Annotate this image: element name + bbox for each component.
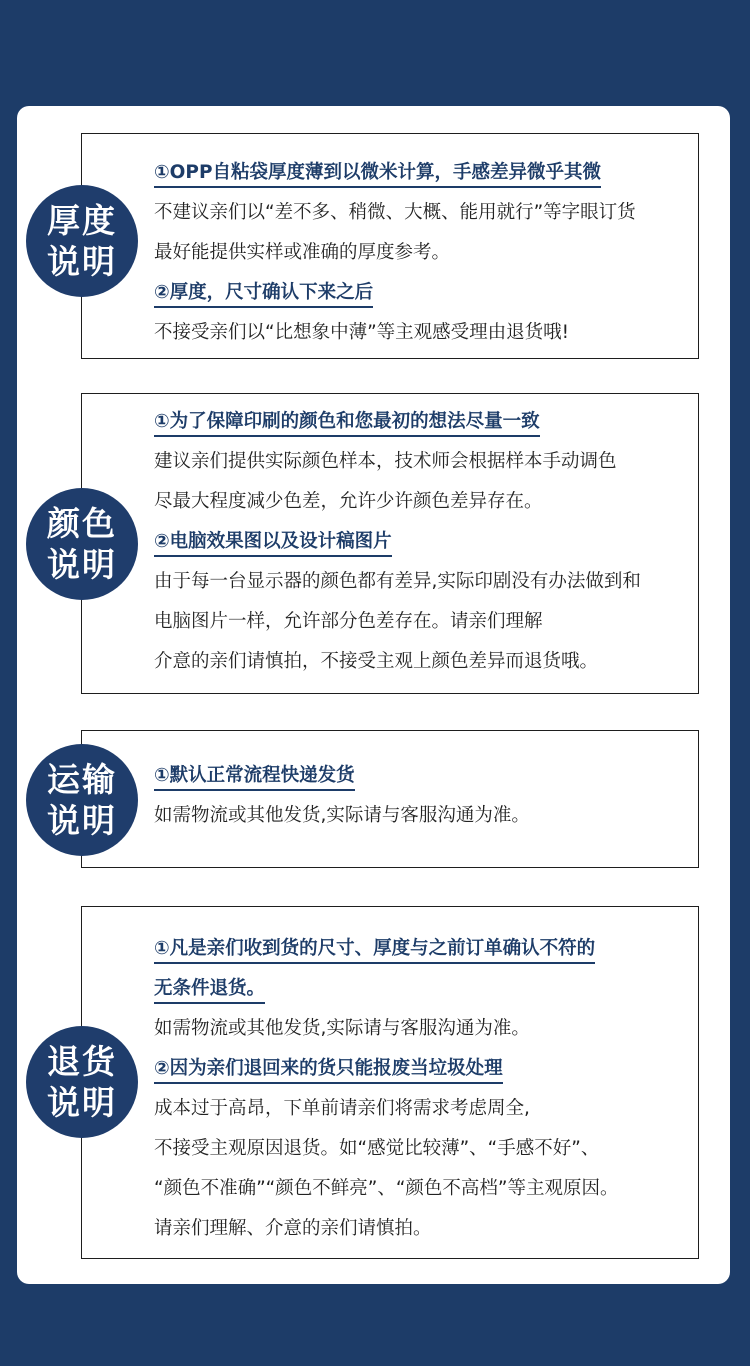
section-line: 尽最大程度减少色差，允许少许颜色差异存在。 (154, 491, 543, 512)
section-shipping-lines (154, 756, 698, 836)
section-line: ②电脑效果图以及设计稿图片 (154, 522, 698, 562)
badge-line: 说明 (47, 242, 117, 281)
section-thickness (81, 133, 699, 359)
section-line: “颜色不准确”“颜色不鲜亮”、“颜色不高档”等主观原因。 (154, 1178, 619, 1199)
section-returns (81, 906, 699, 1259)
section-color (81, 393, 699, 694)
badge-line: 说明 (47, 801, 117, 840)
section-line: 不建议亲们以“差不多、稍微、大概、能用就行”等字眼订货 (154, 202, 636, 223)
section-line: ①默认正常流程快递发货 (154, 756, 698, 796)
content-card (17, 106, 730, 1284)
section-line: 电脑图片一样，允许部分色差存在。请亲们理解 (154, 611, 543, 632)
section-returns-lines (154, 929, 698, 1249)
badge-line: 退货 (47, 1042, 117, 1081)
badge-line: 说明 (47, 1083, 117, 1122)
section-line: 最好能提供实样或准确的厚度参考。 (154, 242, 451, 263)
section-line: ①凡是亲们收到货的尺寸、厚度与之前订单确认不符的 (154, 929, 698, 969)
section-line: 介意的亲们请慎拍，不接受主观上颜色差异而退货哦。 (154, 651, 599, 672)
shipping-badge (26, 744, 138, 856)
section-line: 如需物流或其他发货,实际请与客服沟通为准。 (154, 805, 530, 826)
section-shipping (81, 730, 699, 868)
section-line: 建议亲们提供实际颜色样本，技术师会根据样本手动调色 (154, 451, 617, 472)
badge-line: 厚度 (47, 201, 117, 240)
section-color-lines (154, 402, 698, 682)
section-line: 如需物流或其他发货,实际请与客服沟通为准。 (154, 1018, 530, 1039)
badge-line: 运输 (47, 760, 117, 799)
returns-badge (26, 1026, 138, 1138)
section-line: 不接受亲们以“比想象中薄”等主观感受理由退货哦! (154, 322, 570, 343)
section-line: ①OPP自粘袋厚度薄到以微米计算，手感差异微乎其微 (154, 153, 698, 193)
badge-line: 颜色 (47, 504, 117, 543)
section-line: 请亲们理解、介意的亲们请慎拍。 (154, 1218, 432, 1239)
section-line: ①为了保障印刷的颜色和您最初的想法尽量一致 (154, 402, 698, 442)
section-line: 成本过于高昂，下单前请亲们将需求考虑周全, (154, 1098, 530, 1119)
section-line: 由于每一台显示器的颜色都有差异,实际印剧没有办法做到和 (154, 571, 641, 592)
color-badge (26, 488, 138, 600)
section-line: 无条件退货。 (154, 969, 698, 1009)
section-line: ②因为亲们退回来的货只能报废当垃圾处理 (154, 1049, 698, 1089)
section-thickness-lines (154, 153, 698, 353)
section-line: ②厚度，尺寸确认下来之后 (154, 273, 698, 313)
badge-line: 说明 (47, 545, 117, 584)
thickness-badge (26, 185, 138, 297)
section-line: 不接受主观原因退货。如“感觉比较薄”、“手感不好”、 (154, 1138, 600, 1159)
